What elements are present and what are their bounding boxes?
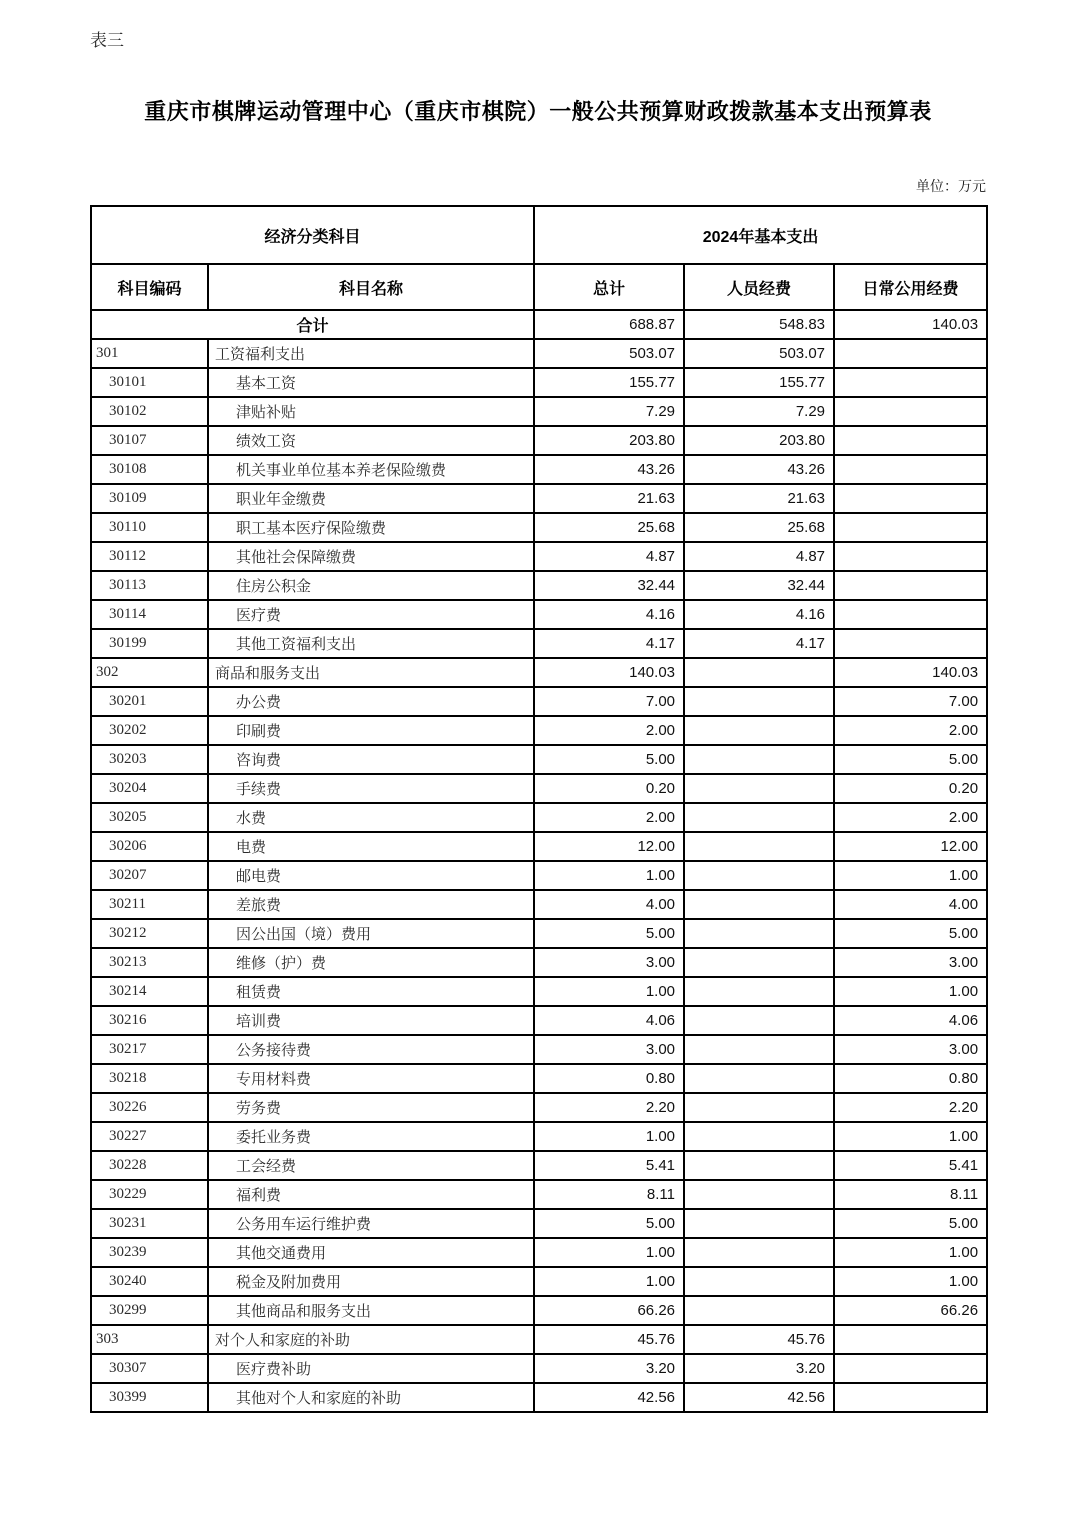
code-cell: 30108 bbox=[91, 455, 208, 484]
table-row bbox=[91, 948, 987, 977]
personnel-cell bbox=[684, 1064, 834, 1093]
name-cell: 职业年金缴费 bbox=[208, 484, 534, 513]
daily-cell: 8.11 bbox=[834, 1180, 987, 1209]
daily-cell bbox=[834, 513, 987, 542]
header-group-row bbox=[91, 206, 987, 264]
personnel-cell: 43.26 bbox=[684, 455, 834, 484]
table-row bbox=[91, 1238, 987, 1267]
table-row bbox=[91, 1035, 987, 1064]
daily-cell: 0.80 bbox=[834, 1064, 987, 1093]
total-cell: 4.16 bbox=[534, 600, 684, 629]
code-cell: 30102 bbox=[91, 397, 208, 426]
daily-cell bbox=[834, 571, 987, 600]
personnel-cell bbox=[684, 1238, 834, 1267]
name-cell: 职工基本医疗保险缴费 bbox=[208, 513, 534, 542]
daily-cell: 1.00 bbox=[834, 861, 987, 890]
table-row bbox=[91, 426, 987, 455]
daily-cell: 140.03 bbox=[834, 658, 987, 687]
total-cell: 2.00 bbox=[534, 716, 684, 745]
daily-cell: 12.00 bbox=[834, 832, 987, 861]
name-cell: 公务接待费 bbox=[208, 1035, 534, 1064]
code-cell: 30101 bbox=[91, 368, 208, 397]
personnel-cell: 4.16 bbox=[684, 600, 834, 629]
personnel-cell: 42.56 bbox=[684, 1383, 834, 1412]
daily-cell bbox=[834, 1325, 987, 1354]
personnel-cell: 21.63 bbox=[684, 484, 834, 513]
code-cell: 30214 bbox=[91, 977, 208, 1006]
table-row bbox=[91, 1180, 987, 1209]
table-row bbox=[91, 397, 987, 426]
personnel-cell bbox=[684, 1151, 834, 1180]
total-cell: 7.00 bbox=[534, 687, 684, 716]
table-row bbox=[91, 1383, 987, 1412]
daily-cell: 7.00 bbox=[834, 687, 987, 716]
daily-cell: 5.00 bbox=[834, 919, 987, 948]
total-cell: 5.00 bbox=[534, 1209, 684, 1238]
name-cell: 工资福利支出 bbox=[208, 339, 534, 368]
total-cell: 2.20 bbox=[534, 1093, 684, 1122]
code-cell: 30201 bbox=[91, 687, 208, 716]
code-cell: 30112 bbox=[91, 542, 208, 571]
daily-cell bbox=[834, 1354, 987, 1383]
code-cell: 30199 bbox=[91, 629, 208, 658]
daily-cell bbox=[834, 600, 987, 629]
daily-cell: 4.00 bbox=[834, 890, 987, 919]
name-cell: 绩效工资 bbox=[208, 426, 534, 455]
name-cell: 公务用车运行维护费 bbox=[208, 1209, 534, 1238]
name-cell: 差旅费 bbox=[208, 890, 534, 919]
total-cell: 140.03 bbox=[534, 658, 684, 687]
name-cell: 委托业务费 bbox=[208, 1122, 534, 1151]
name-cell: 咨询费 bbox=[208, 745, 534, 774]
header-subject-code: 科目编码 bbox=[91, 264, 208, 310]
personnel-cell bbox=[684, 803, 834, 832]
name-cell: 工会经费 bbox=[208, 1151, 534, 1180]
header-columns-row bbox=[91, 264, 987, 310]
name-cell: 租赁费 bbox=[208, 977, 534, 1006]
table-row bbox=[91, 861, 987, 890]
total-cell: 1.00 bbox=[534, 861, 684, 890]
code-cell: 30110 bbox=[91, 513, 208, 542]
table-body bbox=[91, 310, 987, 1412]
header-personnel-funds: 人员经费 bbox=[684, 264, 834, 310]
table-row bbox=[91, 1267, 987, 1296]
name-cell: 住房公积金 bbox=[208, 571, 534, 600]
name-cell: 水费 bbox=[208, 803, 534, 832]
table-row bbox=[91, 1354, 987, 1383]
daily-cell bbox=[834, 368, 987, 397]
code-cell: 301 bbox=[91, 339, 208, 368]
table-row bbox=[91, 1006, 987, 1035]
name-cell: 对个人和家庭的补助 bbox=[208, 1325, 534, 1354]
name-cell: 税金及附加费用 bbox=[208, 1267, 534, 1296]
grand-total-daily-cell: 140.03 bbox=[834, 310, 987, 339]
daily-cell: 3.00 bbox=[834, 1035, 987, 1064]
grand-total-personnel-cell: 548.83 bbox=[684, 310, 834, 339]
table-row bbox=[91, 368, 987, 397]
table-row bbox=[91, 803, 987, 832]
total-cell: 66.26 bbox=[534, 1296, 684, 1325]
daily-cell: 1.00 bbox=[834, 977, 987, 1006]
total-cell: 42.56 bbox=[534, 1383, 684, 1412]
total-cell: 7.29 bbox=[534, 397, 684, 426]
code-cell: 30107 bbox=[91, 426, 208, 455]
name-cell: 其他社会保障缴费 bbox=[208, 542, 534, 571]
total-cell: 0.80 bbox=[534, 1064, 684, 1093]
personnel-cell bbox=[684, 977, 834, 1006]
total-cell: 43.26 bbox=[534, 455, 684, 484]
name-cell: 专用材料费 bbox=[208, 1064, 534, 1093]
table-row bbox=[91, 484, 987, 513]
personnel-cell: 155.77 bbox=[684, 368, 834, 397]
table-row bbox=[91, 1209, 987, 1238]
personnel-cell: 45.76 bbox=[684, 1325, 834, 1354]
daily-cell: 5.41 bbox=[834, 1151, 987, 1180]
name-cell: 印刷费 bbox=[208, 716, 534, 745]
table-row bbox=[91, 716, 987, 745]
total-cell: 32.44 bbox=[534, 571, 684, 600]
grand-total-total-cell: 688.87 bbox=[534, 310, 684, 339]
name-cell: 福利费 bbox=[208, 1180, 534, 1209]
table-row bbox=[91, 1325, 987, 1354]
personnel-cell: 203.80 bbox=[684, 426, 834, 455]
daily-cell bbox=[834, 542, 987, 571]
name-cell: 医疗费补助 bbox=[208, 1354, 534, 1383]
daily-cell: 1.00 bbox=[834, 1238, 987, 1267]
name-cell: 办公费 bbox=[208, 687, 534, 716]
daily-cell: 66.26 bbox=[834, 1296, 987, 1325]
total-cell: 1.00 bbox=[534, 1122, 684, 1151]
personnel-cell bbox=[684, 948, 834, 977]
code-cell: 30202 bbox=[91, 716, 208, 745]
daily-cell bbox=[834, 339, 987, 368]
total-cell: 0.20 bbox=[534, 774, 684, 803]
total-cell: 5.00 bbox=[534, 745, 684, 774]
daily-cell: 1.00 bbox=[834, 1122, 987, 1151]
daily-cell bbox=[834, 629, 987, 658]
unit-note: 单位：万元 bbox=[916, 180, 986, 195]
header-daily-public-funds: 日常公用经费 bbox=[834, 264, 987, 310]
name-cell: 其他交通费用 bbox=[208, 1238, 534, 1267]
table-row bbox=[91, 687, 987, 716]
code-cell: 30299 bbox=[91, 1296, 208, 1325]
personnel-cell bbox=[684, 1006, 834, 1035]
total-cell: 3.00 bbox=[534, 948, 684, 977]
table-row bbox=[91, 1122, 987, 1151]
personnel-cell: 3.20 bbox=[684, 1354, 834, 1383]
total-cell: 1.00 bbox=[534, 1267, 684, 1296]
sheet-label: 表三 bbox=[90, 31, 124, 50]
code-cell: 30113 bbox=[91, 571, 208, 600]
daily-cell bbox=[834, 426, 987, 455]
table-row bbox=[91, 542, 987, 571]
table-row bbox=[91, 774, 987, 803]
code-cell: 30240 bbox=[91, 1267, 208, 1296]
personnel-cell bbox=[684, 1122, 834, 1151]
daily-cell bbox=[834, 397, 987, 426]
total-cell: 25.68 bbox=[534, 513, 684, 542]
name-cell: 商品和服务支出 bbox=[208, 658, 534, 687]
name-cell: 其他对个人和家庭的补助 bbox=[208, 1383, 534, 1412]
table-row bbox=[91, 890, 987, 919]
table-row bbox=[91, 919, 987, 948]
daily-cell: 2.00 bbox=[834, 803, 987, 832]
name-cell: 医疗费 bbox=[208, 600, 534, 629]
grand-total-row bbox=[91, 310, 987, 339]
daily-cell: 5.00 bbox=[834, 1209, 987, 1238]
code-cell: 30307 bbox=[91, 1354, 208, 1383]
personnel-cell bbox=[684, 1093, 834, 1122]
header-subject-name: 科目名称 bbox=[208, 264, 534, 310]
personnel-cell bbox=[684, 919, 834, 948]
code-cell: 30204 bbox=[91, 774, 208, 803]
daily-cell: 5.00 bbox=[834, 745, 987, 774]
personnel-cell bbox=[684, 890, 834, 919]
total-cell: 503.07 bbox=[534, 339, 684, 368]
table-header bbox=[91, 206, 987, 310]
table-row bbox=[91, 629, 987, 658]
name-cell: 津贴补贴 bbox=[208, 397, 534, 426]
table-row bbox=[91, 571, 987, 600]
personnel-cell: 503.07 bbox=[684, 339, 834, 368]
code-cell: 30226 bbox=[91, 1093, 208, 1122]
name-cell: 手续费 bbox=[208, 774, 534, 803]
personnel-cell: 32.44 bbox=[684, 571, 834, 600]
name-cell: 其他工资福利支出 bbox=[208, 629, 534, 658]
code-cell: 30206 bbox=[91, 832, 208, 861]
total-cell: 4.06 bbox=[534, 1006, 684, 1035]
total-cell: 8.11 bbox=[534, 1180, 684, 1209]
daily-cell bbox=[834, 1383, 987, 1412]
grand-total-label: 合计 bbox=[91, 310, 534, 339]
code-cell: 30205 bbox=[91, 803, 208, 832]
personnel-cell bbox=[684, 1209, 834, 1238]
page-title: 重庆市棋牌运动管理中心（重庆市棋院）一般公共预算财政拨款基本支出预算表 bbox=[144, 99, 932, 124]
table-row bbox=[91, 1093, 987, 1122]
personnel-cell bbox=[684, 832, 834, 861]
budget-table bbox=[90, 205, 988, 1413]
code-cell: 30227 bbox=[91, 1122, 208, 1151]
total-cell: 2.00 bbox=[534, 803, 684, 832]
total-cell: 5.41 bbox=[534, 1151, 684, 1180]
code-cell: 30229 bbox=[91, 1180, 208, 1209]
table-row bbox=[91, 1064, 987, 1093]
table-row bbox=[91, 513, 987, 542]
name-cell: 基本工资 bbox=[208, 368, 534, 397]
total-cell: 12.00 bbox=[534, 832, 684, 861]
code-cell: 30212 bbox=[91, 919, 208, 948]
name-cell: 因公出国（境）费用 bbox=[208, 919, 534, 948]
personnel-cell bbox=[684, 861, 834, 890]
total-cell: 155.77 bbox=[534, 368, 684, 397]
personnel-cell bbox=[684, 745, 834, 774]
personnel-cell bbox=[684, 1180, 834, 1209]
total-cell: 3.00 bbox=[534, 1035, 684, 1064]
total-cell: 4.00 bbox=[534, 890, 684, 919]
personnel-cell: 7.29 bbox=[684, 397, 834, 426]
daily-cell: 2.00 bbox=[834, 716, 987, 745]
personnel-cell: 4.87 bbox=[684, 542, 834, 571]
code-cell: 30231 bbox=[91, 1209, 208, 1238]
code-cell: 30207 bbox=[91, 861, 208, 890]
personnel-cell bbox=[684, 1035, 834, 1064]
code-cell: 30218 bbox=[91, 1064, 208, 1093]
table-row bbox=[91, 832, 987, 861]
code-cell: 303 bbox=[91, 1325, 208, 1354]
name-cell: 电费 bbox=[208, 832, 534, 861]
total-cell: 45.76 bbox=[534, 1325, 684, 1354]
name-cell: 劳务费 bbox=[208, 1093, 534, 1122]
total-cell: 203.80 bbox=[534, 426, 684, 455]
table-row bbox=[91, 977, 987, 1006]
code-cell: 30213 bbox=[91, 948, 208, 977]
daily-cell: 3.00 bbox=[834, 948, 987, 977]
header-total: 总计 bbox=[534, 264, 684, 310]
code-cell: 30216 bbox=[91, 1006, 208, 1035]
code-cell: 30114 bbox=[91, 600, 208, 629]
total-cell: 4.17 bbox=[534, 629, 684, 658]
table-row bbox=[91, 600, 987, 629]
code-cell: 30217 bbox=[91, 1035, 208, 1064]
personnel-cell: 25.68 bbox=[684, 513, 834, 542]
code-cell: 30239 bbox=[91, 1238, 208, 1267]
header-economic-classification: 经济分类科目 bbox=[91, 206, 534, 264]
total-cell: 1.00 bbox=[534, 1238, 684, 1267]
personnel-cell bbox=[684, 1267, 834, 1296]
personnel-cell bbox=[684, 687, 834, 716]
code-cell: 30211 bbox=[91, 890, 208, 919]
code-cell: 30399 bbox=[91, 1383, 208, 1412]
table-row bbox=[91, 1296, 987, 1325]
personnel-cell: 4.17 bbox=[684, 629, 834, 658]
daily-cell: 2.20 bbox=[834, 1093, 987, 1122]
personnel-cell bbox=[684, 774, 834, 803]
total-cell: 21.63 bbox=[534, 484, 684, 513]
table-row bbox=[91, 339, 987, 368]
name-cell: 维修（护）费 bbox=[208, 948, 534, 977]
daily-cell: 0.20 bbox=[834, 774, 987, 803]
table-row bbox=[91, 455, 987, 484]
daily-cell bbox=[834, 484, 987, 513]
daily-cell: 4.06 bbox=[834, 1006, 987, 1035]
name-cell: 培训费 bbox=[208, 1006, 534, 1035]
table-row bbox=[91, 745, 987, 774]
personnel-cell bbox=[684, 1296, 834, 1325]
code-cell: 30109 bbox=[91, 484, 208, 513]
total-cell: 5.00 bbox=[534, 919, 684, 948]
table-row bbox=[91, 1151, 987, 1180]
code-cell: 30228 bbox=[91, 1151, 208, 1180]
total-cell: 4.87 bbox=[534, 542, 684, 571]
personnel-cell bbox=[684, 658, 834, 687]
total-cell: 1.00 bbox=[534, 977, 684, 1006]
daily-cell: 1.00 bbox=[834, 1267, 987, 1296]
total-cell: 3.20 bbox=[534, 1354, 684, 1383]
table-row bbox=[91, 658, 987, 687]
name-cell: 其他商品和服务支出 bbox=[208, 1296, 534, 1325]
code-cell: 30203 bbox=[91, 745, 208, 774]
name-cell: 邮电费 bbox=[208, 861, 534, 890]
header-2024-basic-expenditure: 2024年基本支出 bbox=[534, 206, 987, 264]
personnel-cell bbox=[684, 716, 834, 745]
daily-cell bbox=[834, 455, 987, 484]
code-cell: 302 bbox=[91, 658, 208, 687]
name-cell: 机关事业单位基本养老保险缴费 bbox=[208, 455, 534, 484]
